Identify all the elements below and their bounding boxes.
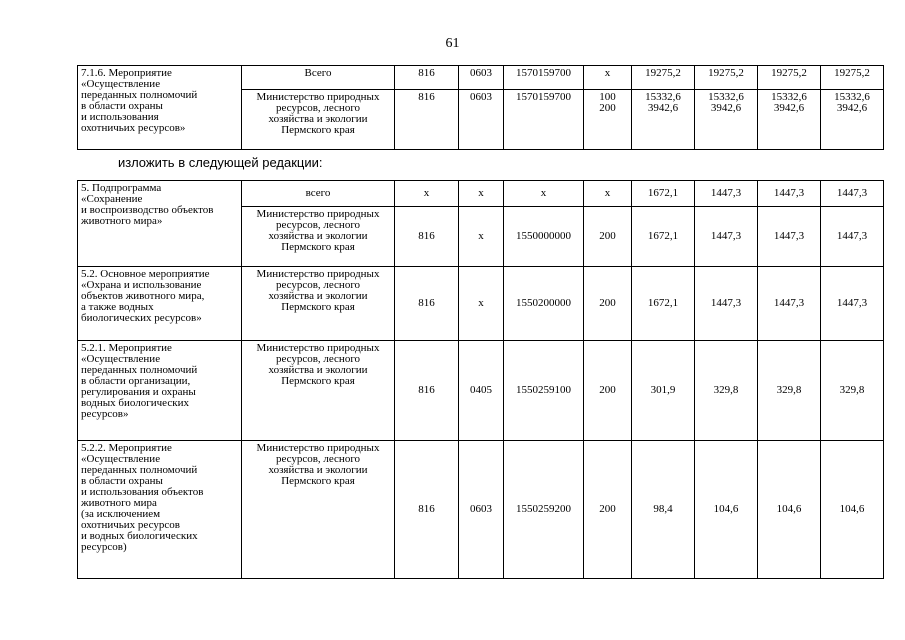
value-cell-4: 329,8	[821, 341, 884, 441]
value-cell-4: 19275,2	[821, 66, 884, 90]
value-cell-3: 1447,3	[758, 181, 821, 207]
value-cell-2: 1447,3	[695, 181, 758, 207]
value-cell-1: 1672,1	[632, 181, 695, 207]
grbs-cell: 816	[395, 90, 459, 150]
budget-table-old	[77, 65, 884, 150]
kind-cell: 200	[584, 267, 632, 341]
target-cell: 1570159700	[504, 66, 584, 90]
target-cell: x	[504, 181, 584, 207]
section-cell: 0603	[459, 90, 504, 150]
row-name-cell: 5. Подпрограмма «Сохранение и воспроизводство объектов животного мира»	[78, 181, 242, 267]
grbs-cell: 816	[395, 441, 459, 579]
value-cell-1: 98,4	[632, 441, 695, 579]
value-cell-3: 1447,3	[758, 207, 821, 267]
org-cell: Министерство природных ресурсов, лесного хозяйства и экологии Пермского края	[242, 207, 395, 267]
section-cell: x	[459, 207, 504, 267]
value-cell-2: 15332,6 3942,6	[695, 90, 758, 150]
kind-cell: 100 200	[584, 90, 632, 150]
value-cell-3: 19275,2	[758, 66, 821, 90]
value-cell-3: 329,8	[758, 341, 821, 441]
row-name-cell: 5.2.2. Мероприятие «Осуществление переданных полномочий в области охраны и использования объектов животного мира (за исключением охотничьих ресурсов и водных биологических ресурсов)	[78, 441, 242, 579]
amendment-caption: изложить в следующей редакции:	[118, 155, 323, 170]
row-name-cell: 5.2.1. Мероприятие «Осуществление переданных полномочий в области организации, регулирования и охраны водных биологических ресурсов»	[78, 341, 242, 441]
table-row	[78, 267, 884, 341]
org-cell: всего	[242, 181, 395, 207]
table-row	[78, 181, 884, 207]
value-cell-1: 15332,6 3942,6	[632, 90, 695, 150]
section-cell: 0405	[459, 341, 504, 441]
target-cell: 1570159700	[504, 90, 584, 150]
org-cell: Министерство природных ресурсов, лесного хозяйства и экологии Пермского края	[242, 267, 395, 341]
budget-table-new	[77, 180, 884, 579]
kind-cell: 200	[584, 341, 632, 441]
value-cell-4: 1447,3	[821, 267, 884, 341]
value-cell-2: 104,6	[695, 441, 758, 579]
section-cell: 0603	[459, 441, 504, 579]
value-cell-2: 1447,3	[695, 207, 758, 267]
value-cell-2: 329,8	[695, 341, 758, 441]
table-row	[78, 66, 884, 90]
section-cell: x	[459, 181, 504, 207]
grbs-cell: 816	[395, 267, 459, 341]
row-name-cell: 5.2. Основное мероприятие «Охрана и использование объектов животного мира, а также водных биологических ресурсов»	[78, 267, 242, 341]
value-cell-1: 19275,2	[632, 66, 695, 90]
value-cell-3: 1447,3	[758, 267, 821, 341]
target-cell: 1550200000	[504, 267, 584, 341]
org-cell: Всего	[242, 66, 395, 90]
value-cell-1: 301,9	[632, 341, 695, 441]
row-name-cell: 7.1.6. Мероприятие «Осуществление переданных полномочий в области охраны и использования охотничьих ресурсов»	[78, 66, 242, 150]
grbs-cell: 816	[395, 341, 459, 441]
kind-cell: x	[584, 66, 632, 90]
value-cell-2: 19275,2	[695, 66, 758, 90]
kind-cell: 200	[584, 207, 632, 267]
section-cell: 0603	[459, 66, 504, 90]
grbs-cell: 816	[395, 207, 459, 267]
org-cell: Министерство природных ресурсов, лесного хозяйства и экологии Пермского края	[242, 341, 395, 441]
target-cell: 1550000000	[504, 207, 584, 267]
kind-cell: 200	[584, 441, 632, 579]
kind-cell: x	[584, 181, 632, 207]
value-cell-2: 1447,3	[695, 267, 758, 341]
target-cell: 1550259200	[504, 441, 584, 579]
grbs-cell: x	[395, 181, 459, 207]
value-cell-3: 104,6	[758, 441, 821, 579]
value-cell-4: 15332,6 3942,6	[821, 90, 884, 150]
page-number: 61	[445, 36, 460, 51]
target-cell: 1550259100	[504, 341, 584, 441]
value-cell-1: 1672,1	[632, 207, 695, 267]
section-cell: x	[459, 267, 504, 341]
grbs-cell: 816	[395, 66, 459, 90]
table-row	[78, 441, 884, 579]
table-row	[78, 341, 884, 441]
value-cell-4: 1447,3	[821, 181, 884, 207]
org-cell: Министерство природных ресурсов, лесного хозяйства и экологии Пермского края	[242, 441, 395, 579]
value-cell-3: 15332,6 3942,6	[758, 90, 821, 150]
value-cell-1: 1672,1	[632, 267, 695, 341]
value-cell-4: 104,6	[821, 441, 884, 579]
org-cell: Министерство природных ресурсов, лесного хозяйства и экологии Пермского края	[242, 90, 395, 150]
value-cell-4: 1447,3	[821, 207, 884, 267]
